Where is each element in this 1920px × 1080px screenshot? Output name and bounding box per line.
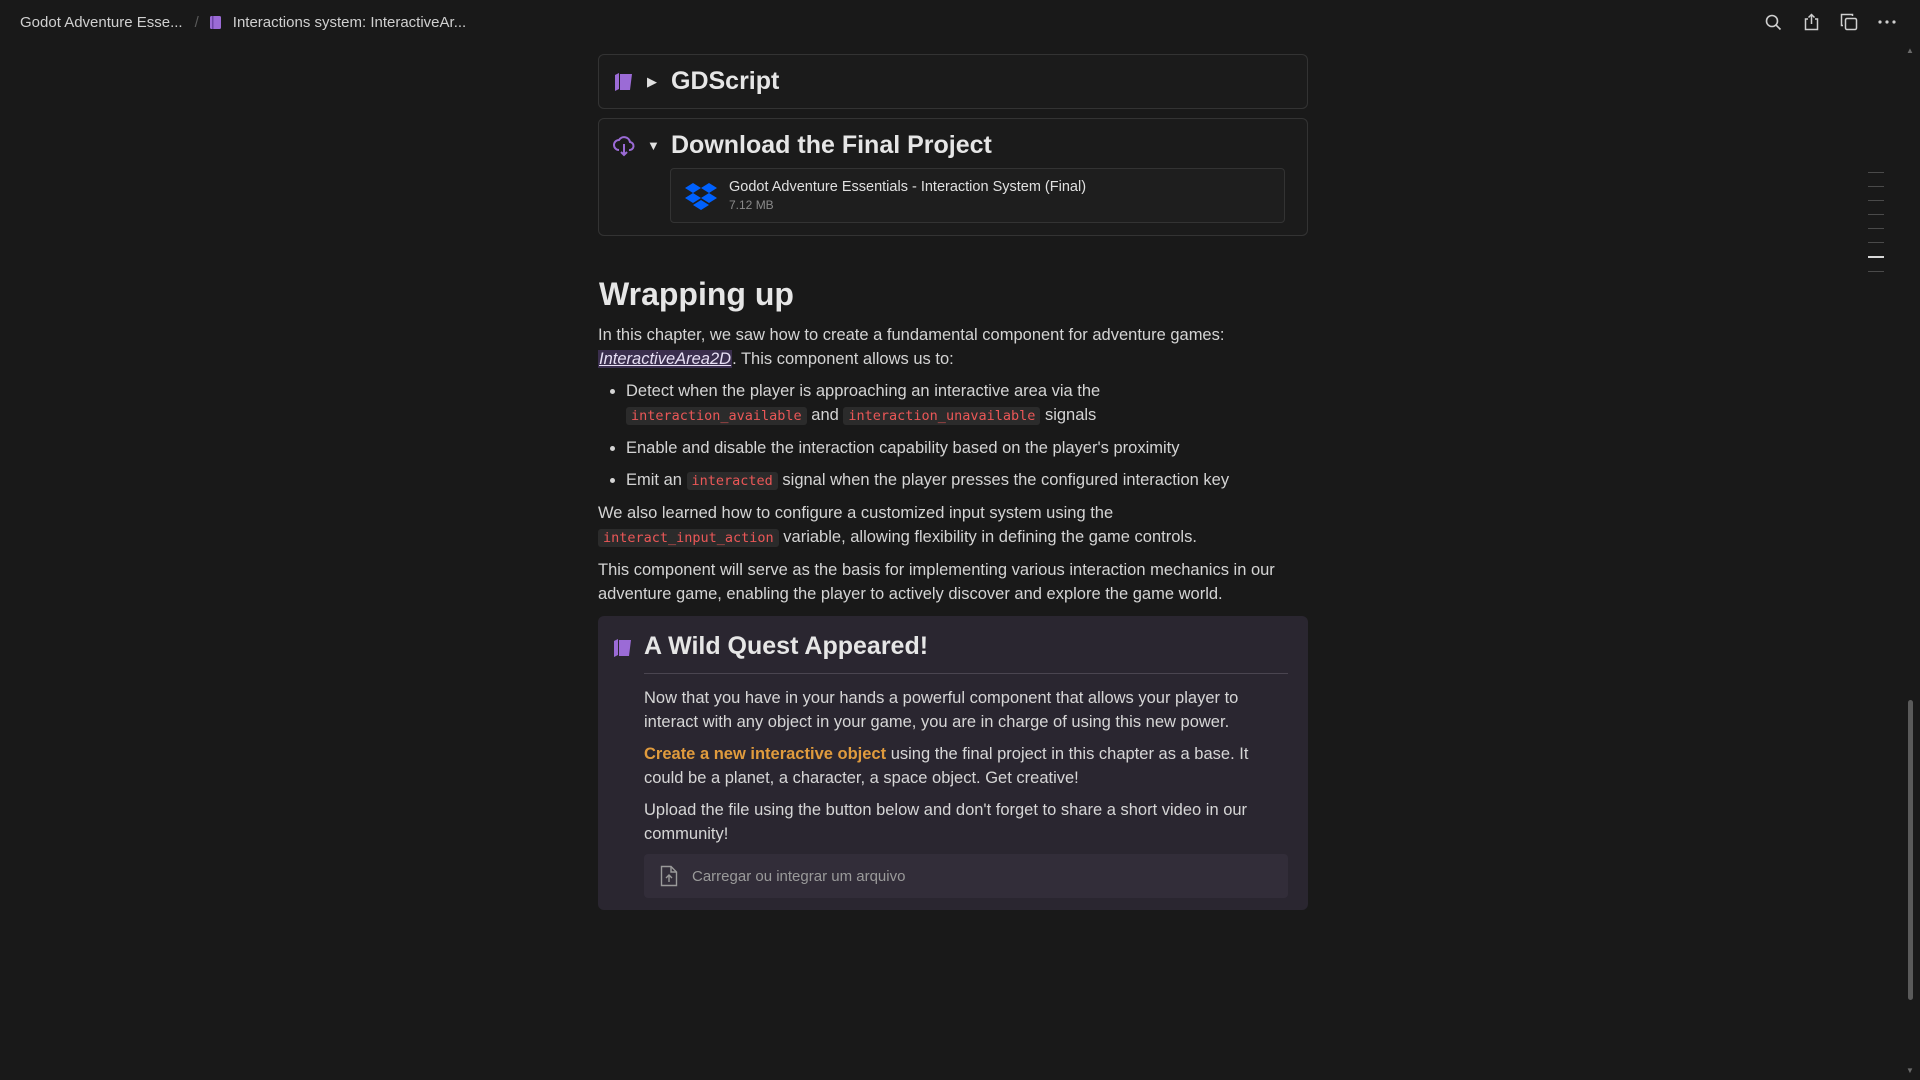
- callout-paragraph-3: Upload the file using the button below and don't forget to share a short video in our community!: [644, 801, 1248, 843]
- paragraph-text: variable, allowing flexibility in defining the game controls.: [783, 528, 1197, 546]
- toc-marker[interactable]: [1868, 214, 1884, 215]
- scroll-up-arrow[interactable]: ▲: [1906, 46, 1914, 55]
- toc-marker[interactable]: [1868, 271, 1884, 272]
- callout-title: A Wild Quest Appeared!: [644, 632, 1288, 674]
- paragraph-text: We also learned how to configure a customized input system using the: [598, 504, 1114, 522]
- bullet-text: Emit an: [626, 471, 682, 489]
- scrollbar-thumb[interactable]: [1908, 700, 1913, 1000]
- share-icon[interactable]: [1802, 13, 1820, 31]
- gdscript-toggle-block: [598, 54, 1308, 109]
- toc-marker[interactable]: [1868, 242, 1884, 243]
- callout-paragraph-2-rest: using the final project in this chapter as a base. It could be a planet, a character, a space object. Get creative!: [644, 745, 1249, 787]
- book-icon: [611, 72, 637, 92]
- wrapping-up-heading: Wrapping up: [599, 276, 794, 312]
- scroll-down-arrow[interactable]: ▼: [1906, 1066, 1914, 1075]
- top-bar: [0, 0, 1920, 44]
- bullet-text: Detect when the player is approaching an interactive area via the: [626, 382, 1101, 400]
- callout-paragraph-2: [644, 742, 1288, 790]
- capabilities-list: [626, 379, 1308, 493]
- book-icon: [610, 632, 636, 898]
- upload-label: Carregar ou integrar um arquivo: [692, 867, 906, 885]
- bullet-text: Enable and disable the interaction capability based on the player's proximity: [626, 439, 1180, 457]
- highlight-create-object: Create a new interactive object: [644, 745, 887, 763]
- file-upload-icon: [660, 865, 678, 887]
- intro-text-rest: . This component allows us to:: [732, 350, 954, 368]
- interactive-area-term[interactable]: InteractiveArea2D: [599, 350, 732, 368]
- table-of-contents-rail[interactable]: [1868, 172, 1884, 285]
- basis-paragraph: This component will serve as the basis for implementing various interaction mechanics in our adventure game, enabling the player to actively discover and explore the game world.: [598, 561, 1275, 603]
- file-attachment[interactable]: [670, 168, 1285, 223]
- page-content: [598, 54, 1308, 910]
- code-interacted: interacted: [687, 472, 778, 490]
- duplicate-icon[interactable]: [1840, 13, 1858, 31]
- bullet-text: and: [811, 406, 839, 424]
- toc-marker-active[interactable]: [1868, 256, 1884, 258]
- search-icon[interactable]: [1764, 13, 1782, 31]
- toggle-caret-expanded[interactable]: ▼: [647, 138, 660, 153]
- download-toggle-block: [598, 118, 1308, 236]
- page-book-icon: [209, 15, 223, 30]
- breadcrumb-parent[interactable]: Godot Adventure Esse...: [20, 13, 183, 31]
- dropbox-icon: [685, 182, 717, 210]
- wrapping-intro-paragraph: [598, 323, 1308, 371]
- intro-text: In this chapter, we saw how to create a fundamental component for adventure games:: [598, 326, 1225, 344]
- toggle-caret-collapsed[interactable]: ▶: [647, 73, 657, 89]
- quest-callout: [598, 616, 1308, 910]
- code-interaction-available: interaction_available: [626, 407, 807, 425]
- list-item: [626, 379, 1308, 428]
- download-toggle-title[interactable]: Download the Final Project: [671, 131, 992, 159]
- toc-marker[interactable]: [1868, 186, 1884, 187]
- toc-marker[interactable]: [1868, 228, 1884, 229]
- code-interaction-unavailable: interaction_unavailable: [843, 407, 1040, 425]
- callout-paragraph-1: Now that you have in your hands a powerful component that allows your player to interact with any object in your game, you are in charge of using this new power.: [644, 689, 1239, 731]
- bullet-text: signal when the player presses the configured interaction key: [782, 471, 1230, 489]
- upload-file-button[interactable]: [644, 854, 1288, 898]
- list-item: [626, 436, 1308, 460]
- cloud-download-icon: [611, 135, 637, 157]
- toc-marker[interactable]: [1868, 200, 1884, 201]
- breadcrumb-current[interactable]: Interactions system: InteractiveAr...: [232, 13, 467, 31]
- file-size: 7.12 MB: [729, 198, 774, 212]
- breadcrumb-separator: /: [194, 13, 199, 31]
- code-interact-input-action: interact_input_action: [598, 529, 779, 547]
- file-name: Godot Adventure Essentials - Interaction System (Final): [729, 179, 1087, 195]
- input-system-paragraph: [598, 501, 1308, 550]
- more-icon[interactable]: [1878, 13, 1896, 31]
- list-item: [626, 468, 1308, 493]
- toolbar-actions: [1764, 13, 1896, 31]
- toc-marker[interactable]: [1868, 172, 1884, 173]
- bullet-text: signals: [1044, 406, 1097, 424]
- breadcrumb: [18, 11, 468, 34]
- gdscript-toggle-title[interactable]: GDScript: [671, 67, 780, 95]
